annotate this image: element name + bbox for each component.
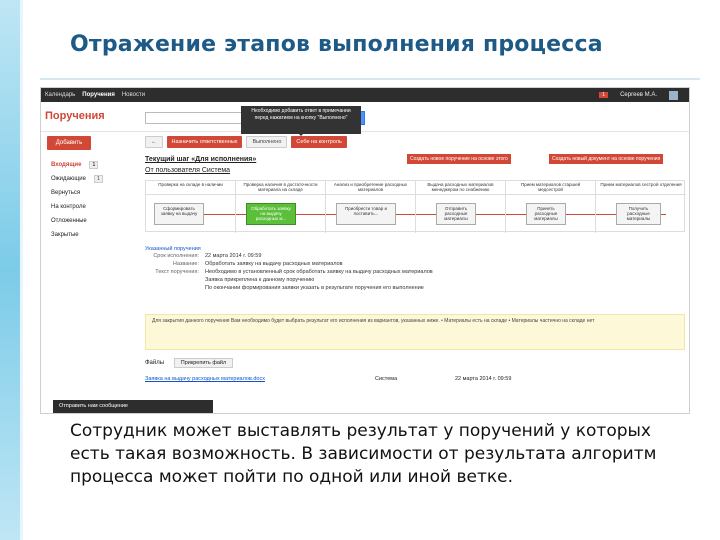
topbar-item-calendar[interactable]: Календарь [45,92,76,98]
current-step-label[interactable]: Текущий шаг «Для исполнения» [145,156,257,163]
sidebar-item-incoming[interactable] [51,158,103,172]
detail-row [145,260,685,268]
sidebar-item-label: На контроле [51,204,86,210]
attach-file-button[interactable]: Прикрепить файл [174,358,233,368]
avatar[interactable] [669,91,678,100]
app-screenshot [40,87,690,414]
sidebar-item-control[interactable] [51,200,103,214]
user-name[interactable]: Сергеев М.А. [620,92,657,98]
topbar-item-tasks[interactable]: Поручения [82,92,115,98]
flow-step[interactable]: Получить расходные материалы [616,203,661,225]
sidebar-item-label: Отложенные [51,218,87,224]
detail-label: Название: [172,261,199,267]
detail-row [145,268,685,276]
topbar-right [599,91,685,100]
flow-column-header: Прием материалов старшей медсестрой [506,181,595,195]
flow-column-header: Прием материалов сестрой отделения [596,181,686,195]
from-user: От пользователя Система [145,167,231,174]
files-label: Файлы [145,360,165,366]
sidebar-item-label: Закрытые [51,232,79,238]
count-badge: 1 [94,175,103,183]
slide-side-decoration [0,0,20,540]
sidebar-item-waiting[interactable] [51,172,103,186]
back-button[interactable]: ← [145,136,163,148]
title-divider [40,78,700,80]
notification-badge[interactable]: 1 [599,92,608,98]
flow-column-header: Выдача расходных материалов менеджером по снабжению [416,181,505,195]
tooltip: Необходимо добавить ответ в примечании перед нажатием на кнопку "Выполнено" [241,106,361,134]
file-date: 22 марта 2014 г. 09:59 [455,376,512,382]
detail-row [145,276,685,284]
sidebar-item-postponed[interactable] [51,214,103,228]
flow-column-header: Проверка на складе в наличии [146,181,235,195]
control-button[interactable]: Себе на контроль [291,136,346,148]
files-section [145,358,685,382]
slide-title: Отражение этапов выполнения процесса [70,32,603,57]
current-step [145,154,685,165]
flow-column-header: Анализ и приобретение расходных материалов [326,181,415,195]
detail-value: 22 марта 2014 г. 09:59 [205,253,262,259]
detail-value: Необходимо в установленный срок обработать заявку на выдачу расходных материалов [205,269,433,275]
task-content [145,154,685,382]
sidebar [41,132,139,414]
sidebar-item-label: Входящие [51,162,82,168]
flow-step[interactable]: Принять расходные материалы [526,203,566,225]
new-task-button[interactable]: Создать новое поручение на основе этого [407,154,511,164]
file-author: Система [375,376,398,382]
chat-bar[interactable]: Отправить нам сообщение [53,400,213,414]
sidebar-item-closed[interactable] [51,228,103,242]
count-badge: 1 [89,161,98,169]
header [41,102,690,132]
app-logo[interactable]: Поручения [45,110,105,122]
add-button[interactable]: Добавить [47,136,91,150]
toolbar [145,136,347,148]
result-notice: Для закрытия данного поручения Вам необходимо будет выбрать результат его исполнения из вариантов, указанных ниже. • Материалы есть на складе • Материалы частично на складе нет [145,314,685,350]
assign-button[interactable]: Назначить ответственных [167,136,243,148]
top-bar [41,88,689,102]
slide-caption: Сотрудник может выставлять результат у поручений у которых есть такая возможность. В зависимости от результата алгоритм процесса может пойти по одной или иной ветке. [70,421,657,487]
detail-value: Обработать заявку на выдачу расходных материалов [205,261,343,267]
detail-row [145,252,685,260]
sidebar-item-label: Вернуться [51,190,81,196]
detail-label: Срок исполнения: [153,253,199,259]
detail-value: По окончании формирования заявки указать в результате поручения его выполнение [205,285,424,291]
details-link[interactable]: Указанный поручения [145,246,201,252]
detail-row [145,284,685,292]
sidebar-item-returned[interactable] [51,186,103,200]
flow-step[interactable]: Отправить расходные материалы [436,203,476,225]
flow-step[interactable]: Сформировать заявку на выдачу [154,203,204,225]
sidebar-item-label: Ожидающие [51,176,86,182]
detail-value: Заявка прикреплена к данному поручению [205,277,315,283]
sidebar-nav [51,158,103,242]
new-doc-button[interactable]: Создать новый документ на основе поручения [549,154,663,164]
flow-step-current[interactable]: Обработать заявку на выдачу расходных м... [246,203,296,225]
topbar-item-news[interactable]: Новости [121,92,146,98]
file-row [145,376,685,382]
flow-step[interactable]: Приобрести товар и поставить... [336,203,396,225]
detail-label: Текст поручения: [155,269,199,275]
process-flow [145,180,685,232]
flow-column-header: Проверка наличия в достаточности материала на складе [236,181,325,195]
done-button[interactable]: Выполнено [246,136,287,148]
task-details [145,246,685,292]
file-link[interactable]: Заявка на выдачу расходных материалов.docx [145,376,265,382]
